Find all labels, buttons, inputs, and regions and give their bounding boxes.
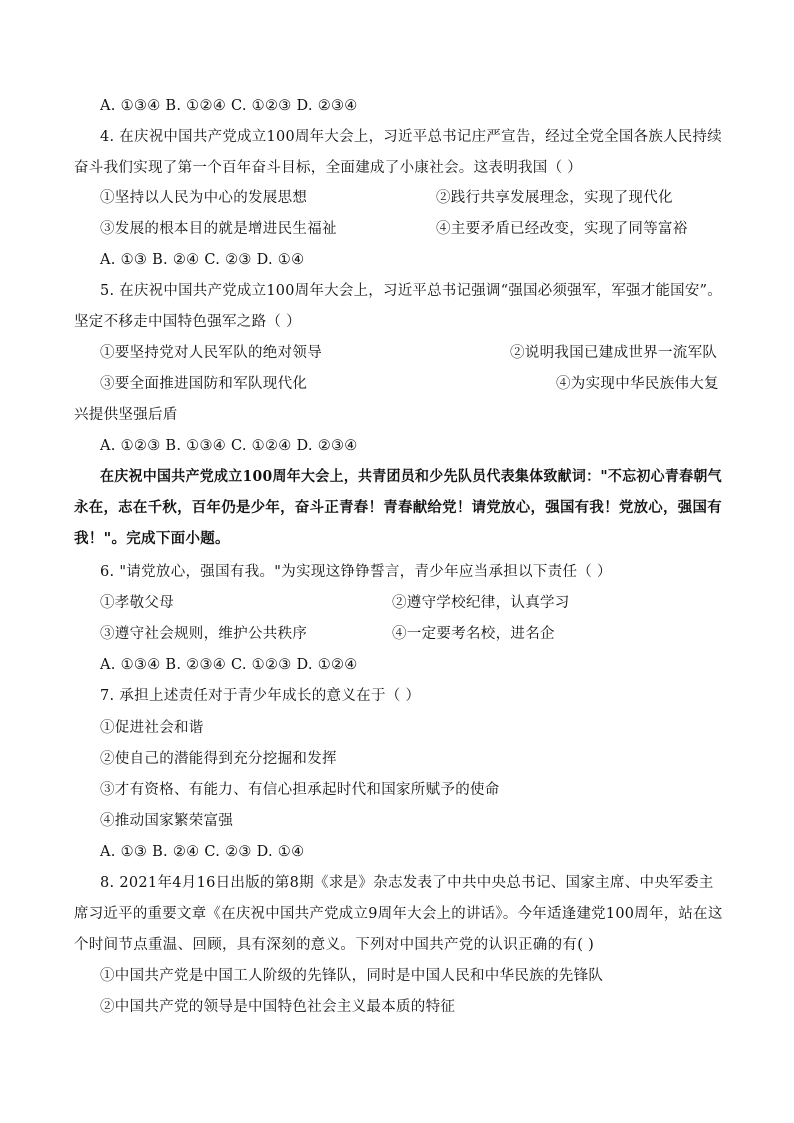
question-line: ④推动国家繁荣富强 <box>100 813 234 829</box>
question-line: ①中国共产党是中国工人阶级的先锋队，同时是中国人民和中华民族的先锋队 <box>100 968 604 984</box>
question-line: ③要全面推进国防和军队现代化 <box>100 376 308 392</box>
question-line: ④主要矛盾已经改变，实现了同等富裕 <box>436 221 688 237</box>
question-line: 兴提供坚强后盾 <box>74 407 178 423</box>
question-line: ④为实现中华民族伟大复 <box>556 376 719 392</box>
question-line: A. ①②③ B. ①③④ C. ①②④ D. ②③④ <box>100 438 358 454</box>
question-line: ②说明我国已建成世界一流军队 <box>510 345 718 361</box>
question-line: ④一定要考名校，进名企 <box>392 626 555 642</box>
question-line: 6. "请党放心，强国有我。"为实现这铮铮誓言，青少年应当承担以下责任（ ） <box>100 564 612 580</box>
question-line: ③才有资格、有能力、有信心担承起时代和国家所赋予的使命 <box>100 782 500 798</box>
question-line: ③遵守社会规则，维护公共秩序 <box>100 626 308 642</box>
question-line: A. ①③④ B. ②③④ C. ①②③ D. ①②④ <box>100 657 358 673</box>
question-line: ③发展的根本目的就是增进民生福祉 <box>100 221 337 237</box>
question-line: 席习近平的重要文章《在庆祝中国共产党成立9周年大会上的讲话》。今年适逢建党100周年，站在这 <box>74 906 723 922</box>
question-line: ①促进社会和谐 <box>100 720 204 736</box>
question-line: ②遵守学校纪律，认真学习 <box>392 595 570 611</box>
instruction-line: 在庆祝中国共产党成立100周年大会上，共青团员和少先队员代表集体致献词："不忘初心青春朝气 <box>100 468 722 485</box>
question-line: A. ①③ B. ②④ C. ②③ D. ①④ <box>100 252 305 268</box>
question-line: 坚定不移走中国特色强军之路（ ） <box>74 314 301 330</box>
question-line: 5. 在庆祝中国共产党成立100周年大会上，习近平总书记强调“强国必须强军，军强才能国安”。 <box>100 283 722 299</box>
question-line: A. ①③ B. ②④ C. ②③ D. ①④ <box>100 844 305 860</box>
instruction-line: 我！"。完成下面小题。 <box>74 530 230 547</box>
question-line: ②践行共享发展理念，实现了现代化 <box>436 190 673 206</box>
question-line: 7. 承担上述责任对于青少年成长的意义在于（ ） <box>100 688 421 704</box>
question-line: 奋斗我们实现了第一个百年奋斗目标，全面建成了小康社会。这表明我国（ ） <box>74 160 583 176</box>
question-line: ①坚持以人民为中心的发展思想 <box>100 190 308 206</box>
question-line: ②中国共产党的领导是中国特色社会主义最本质的特征 <box>100 999 456 1015</box>
question-line: 个时间节点重温、回顾，具有深刻的意义。下列对中国共产党的认识正确的有( ) <box>74 937 595 953</box>
question-line: A. ①③④ B. ①②④ C. ①②③ D. ②③④ <box>100 98 358 114</box>
question-line: 4. 在庆祝中国共产党成立100周年大会上，习近平总书记庄严宣告，经过全党全国各族人民持续 <box>100 129 722 145</box>
question-line: 8. 2021年4月16日出版的第8期《求是》杂志发表了中共中央总书记、国家主席、中央军委主 <box>100 875 714 891</box>
question-line: ①要坚持党对人民军队的绝对领导 <box>100 345 322 361</box>
question-line: ①孝敬父母 <box>100 595 174 611</box>
question-line: ②使自己的潜能得到充分挖掘和发挥 <box>100 751 337 767</box>
instruction-line: 永在，志在千秋，百年仍是少年，奋斗正青春！青春献给党！请党放心，强国有我！党放心，强国有 <box>74 499 722 516</box>
